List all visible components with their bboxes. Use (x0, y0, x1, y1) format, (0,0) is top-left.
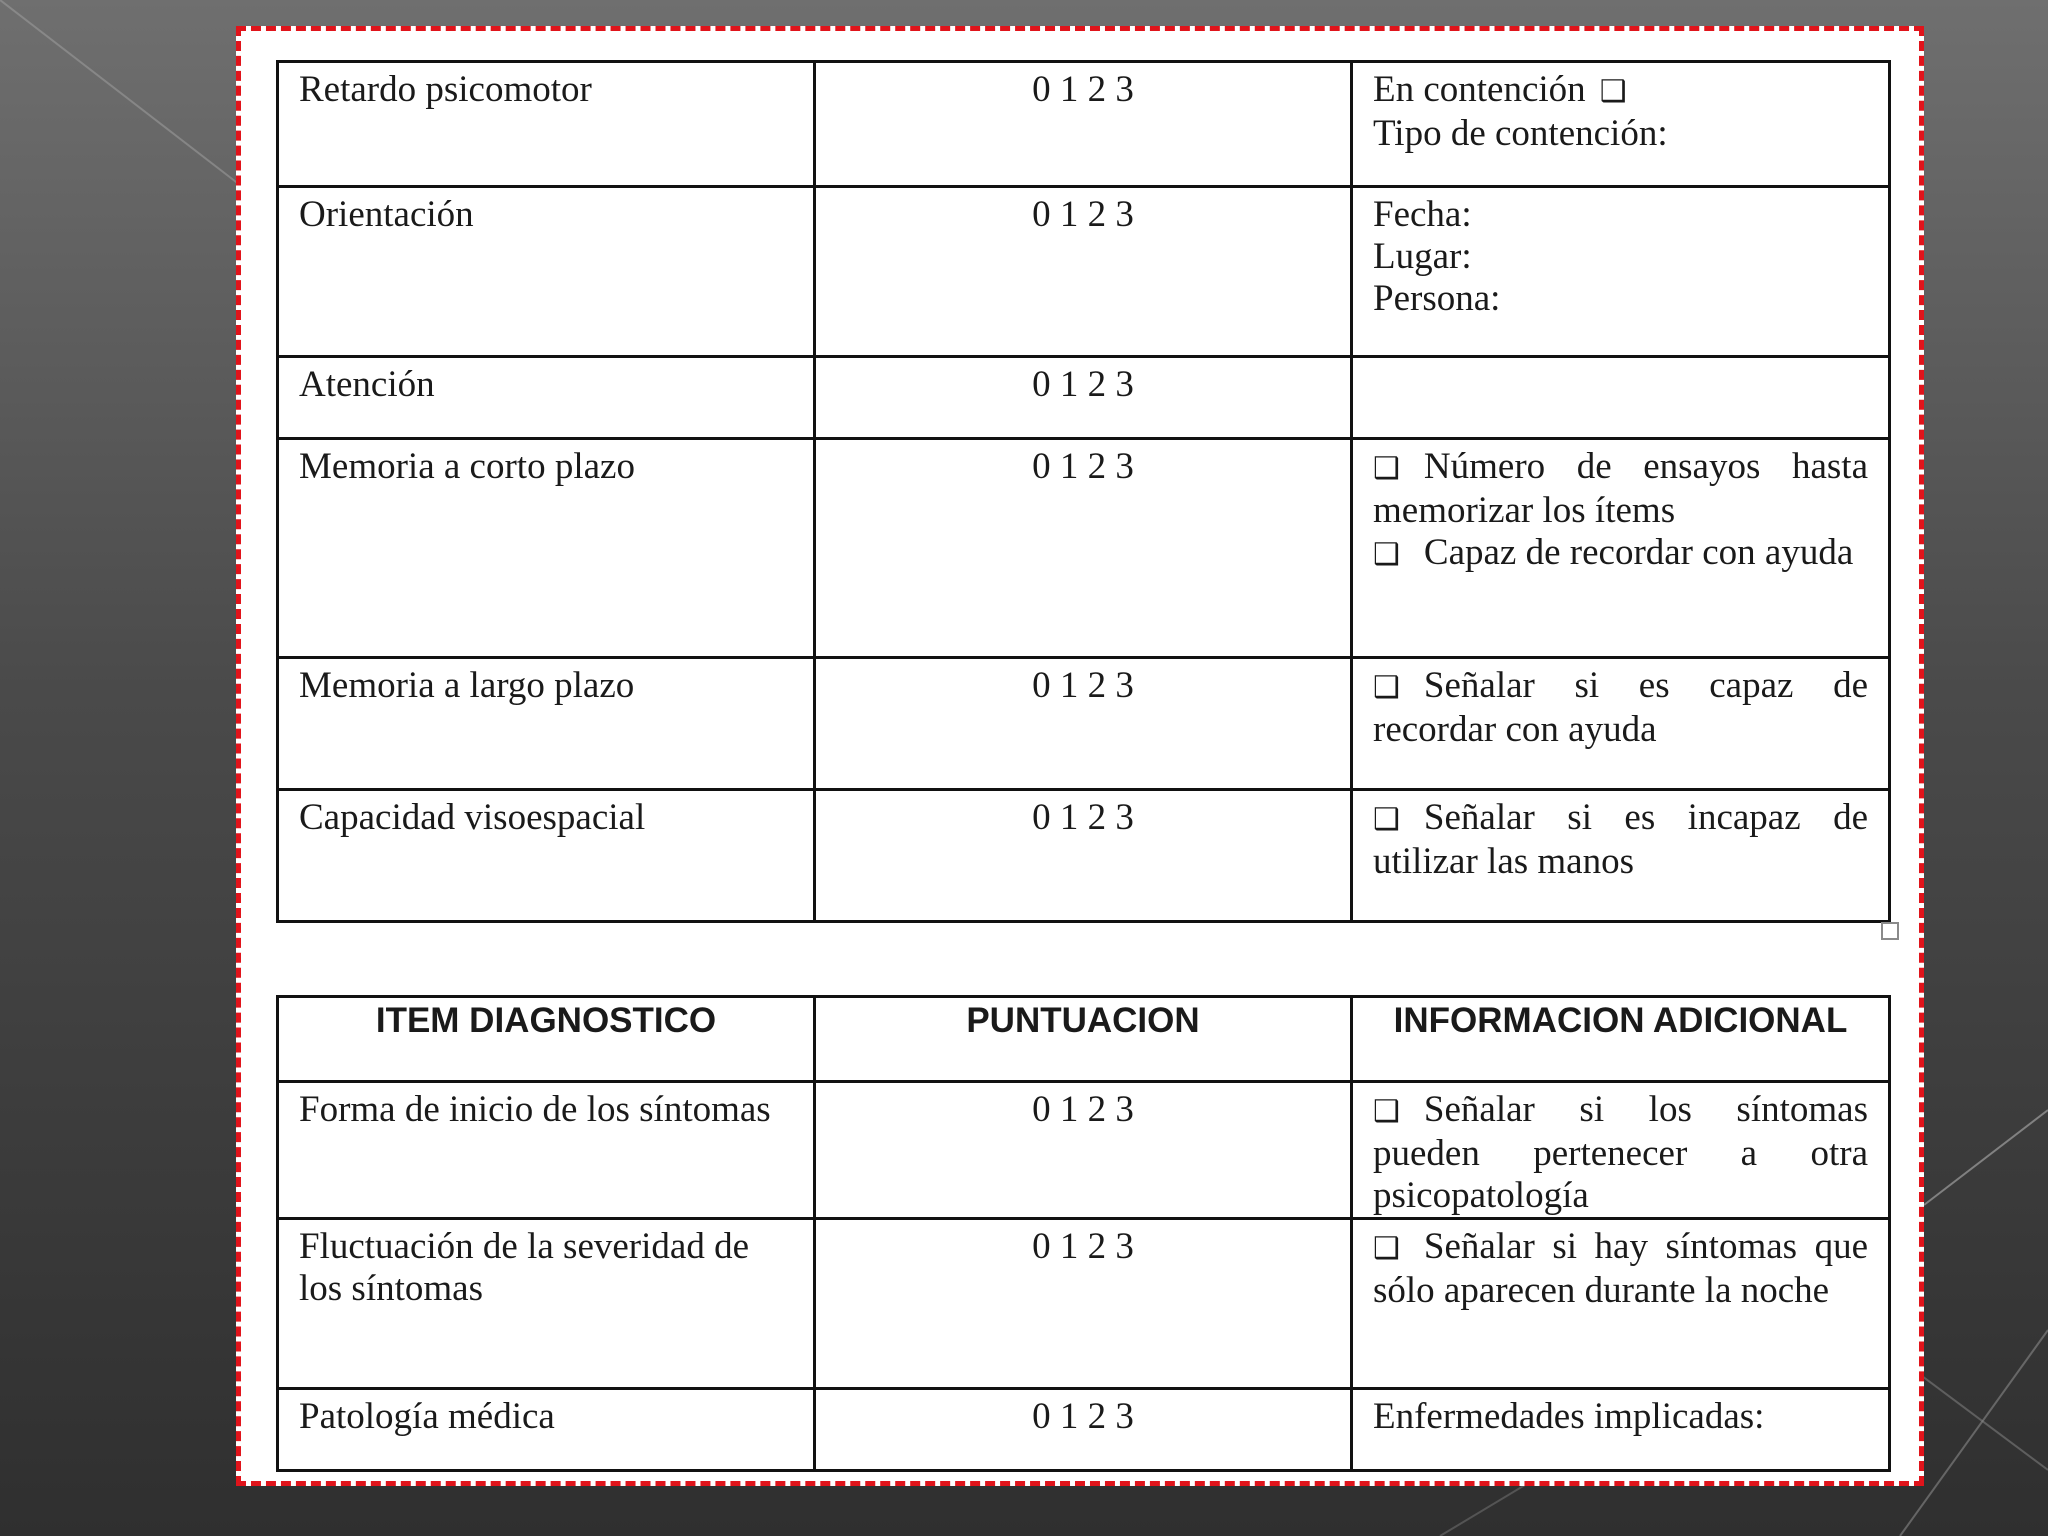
item-cell: Capacidad visoespacial (278, 790, 815, 922)
info-text: En contención (1373, 69, 1586, 110)
score-cell: 0 1 2 3 (815, 62, 1352, 187)
score-cell: 0 1 2 3 (815, 658, 1352, 790)
item-cell: Patología médica (278, 1389, 815, 1471)
score-cell: 0 1 2 3 (815, 1389, 1352, 1471)
table-row (278, 187, 1890, 357)
table-row (278, 357, 1890, 439)
column-header-score: PUNTUACION (815, 997, 1352, 1082)
info-cell (1352, 1219, 1890, 1389)
item-cell: Forma de inicio de los síntomas (278, 1082, 815, 1219)
score-cell: 0 1 2 3 (815, 790, 1352, 922)
score-cell: 0 1 2 3 (815, 1219, 1352, 1389)
checkbox-icon[interactable]: ❑ (1599, 74, 1627, 109)
info-text: Lugar: (1373, 236, 1472, 277)
table-row (278, 1082, 1890, 1219)
info-text: Capaz de recordar con ayuda (1423, 532, 1854, 573)
info-cell (1352, 187, 1890, 357)
checkbox-icon[interactable]: ❑ (1373, 802, 1400, 837)
table-row (278, 1219, 1890, 1389)
score-cell: 0 1 2 3 (815, 357, 1352, 439)
assessment-table-bottom (276, 995, 1891, 1472)
info-text: Señalar si es incapaz de utilizar las manos (1373, 797, 1868, 882)
item-text: los síntomas (299, 1268, 483, 1309)
info-cell (1352, 1082, 1890, 1219)
checkbox-icon[interactable]: ❑ (1373, 451, 1400, 486)
info-cell (1352, 658, 1890, 790)
checkbox-icon[interactable]: ❑ (1373, 1094, 1400, 1129)
info-cell (1352, 439, 1890, 658)
table-header-row (278, 997, 1890, 1082)
item-cell: Memoria a corto plazo (278, 439, 815, 658)
item-cell: Atención (278, 357, 815, 439)
table-resize-handle[interactable] (1881, 922, 1899, 940)
info-cell (1352, 357, 1890, 439)
checkbox-icon[interactable]: ❑ (1373, 1231, 1400, 1266)
column-header-info: INFORMACION ADICIONAL (1352, 997, 1890, 1082)
info-text: Persona: (1373, 278, 1501, 319)
info-text: Señalar si los síntomas pueden pertenecer a otra psicopatología (1373, 1089, 1868, 1216)
item-text: Fluctuación de la severidad de (299, 1226, 749, 1267)
score-cell: 0 1 2 3 (815, 187, 1352, 357)
table-row (278, 62, 1890, 187)
info-text: Señalar si hay síntomas que sólo aparecen durante la noche (1373, 1226, 1868, 1311)
info-text: Fecha: (1373, 194, 1472, 235)
item-cell: Retardo psicomotor (278, 62, 815, 187)
info-cell (1352, 62, 1890, 187)
item-cell (278, 1219, 815, 1389)
table-row (278, 658, 1890, 790)
checkbox-icon[interactable]: ❑ (1373, 670, 1400, 705)
item-cell: Orientación (278, 187, 815, 357)
assessment-table-top (276, 60, 1891, 923)
score-cell: 0 1 2 3 (815, 439, 1352, 658)
checkbox-icon[interactable]: ❑ (1373, 537, 1400, 572)
info-cell (1352, 790, 1890, 922)
table-row (278, 439, 1890, 658)
info-text: Tipo de contención: (1373, 113, 1668, 154)
info-cell: Enfermedades implicadas: (1352, 1389, 1890, 1471)
table-row (278, 790, 1890, 922)
item-cell: Memoria a largo plazo (278, 658, 815, 790)
table-row (278, 1389, 1890, 1471)
info-text: Número de ensayos hasta memorizar los ítems (1373, 446, 1868, 531)
info-text: Señalar si es capaz de recordar con ayuda (1373, 665, 1868, 750)
score-cell: 0 1 2 3 (815, 1082, 1352, 1219)
column-header-item: ITEM DIAGNOSTICO (278, 997, 815, 1082)
